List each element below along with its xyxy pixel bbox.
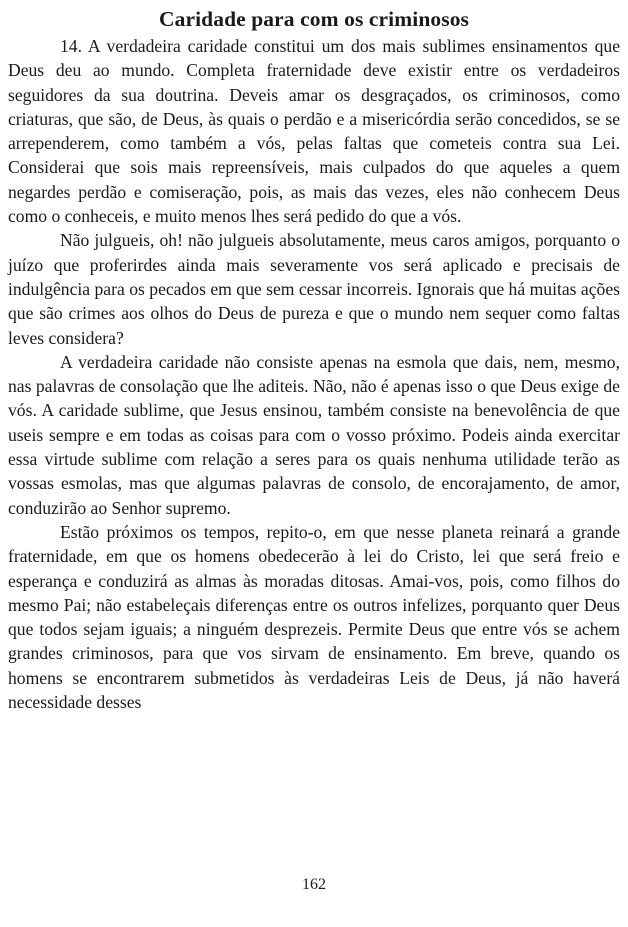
paragraph-4: Estão próximos os tempos, repito-o, em que nesse planeta reinará a grande fraternidade, em que os homens obedecerão à lei do Cristo, lei que será freio e esperança e conduzirá as almas às moradas ditosas. Amai-vos, pois, como filhos do mesmo Pai; não estabeleçais diferenças entre os outros infelizes, porquanto quer Deus que todos sejam iguais; a ninguém desprezeis. Permite Deus que entre vós se achem grandes criminosos, para que vos sirvam de ensinamento. Em breve, quando os homens se encontrarem submetidos às verdadeiras Leis de Deus, já não haverá necessidade desses — [8, 521, 620, 713]
section-title: Caridade para com os criminosos — [158, 7, 470, 31]
document-page — [8, 6, 620, 714]
paragraph-1: 14. A verdadeira caridade constitui um dos mais sublimes ensinamentos que Deus deu ao mundo. Completa fraternidade deve existir entre os verdadeiros seguidores da sua doutrina. Deveis amar os desgraçados, os criminosos, como criaturas, que são, de Deus, às quais o perdão e a misericórdia serão concedidos, se se arrependerem, como também a vós, pelas faltas que cometeis contra sua Lei. Considerai que sois mais repreensíveis, mais culpados do que aqueles a quem negardes perdão e comiseração, pois, as mais das vezes, eles não conhecem Deus como o conheceis, e muito menos lhes será pedido do que a vós. — [8, 36, 620, 227]
paragraph-3: A verdadeira caridade não consiste apenas na esmola que dais, nem, mesmo, nas palavras de consolação que lhe aditeis. Não, não é apenas isso o que Deus exige de vós. A caridade sublime, que Jesus ensinou, também consiste na benevolência de que useis sempre e em todas as coisas para com o vosso próximo. Podeis ainda exercitar essa virtude sublime com relação a seres para os quais nenhuma utilidade terão as vossas esmolas, mas que algumas palavras de consolo, de encorajamento, de amor, conduzirão ao Senhor supremo. — [8, 351, 620, 518]
page-number: 162 — [302, 876, 326, 893]
paragraph-2: Não julgueis, oh! não julgueis absolutamente, meus caros amigos, porquanto o juízo que proferirdes ainda mais severamente vos será aplicado e precisais de indulgência para os pecados em que sem cessar incorreis. Ignorais que há muitas ações que são crimes aos olhos do Deus de pureza e que o mundo nem sequer como faltas leves considera? — [8, 230, 620, 348]
